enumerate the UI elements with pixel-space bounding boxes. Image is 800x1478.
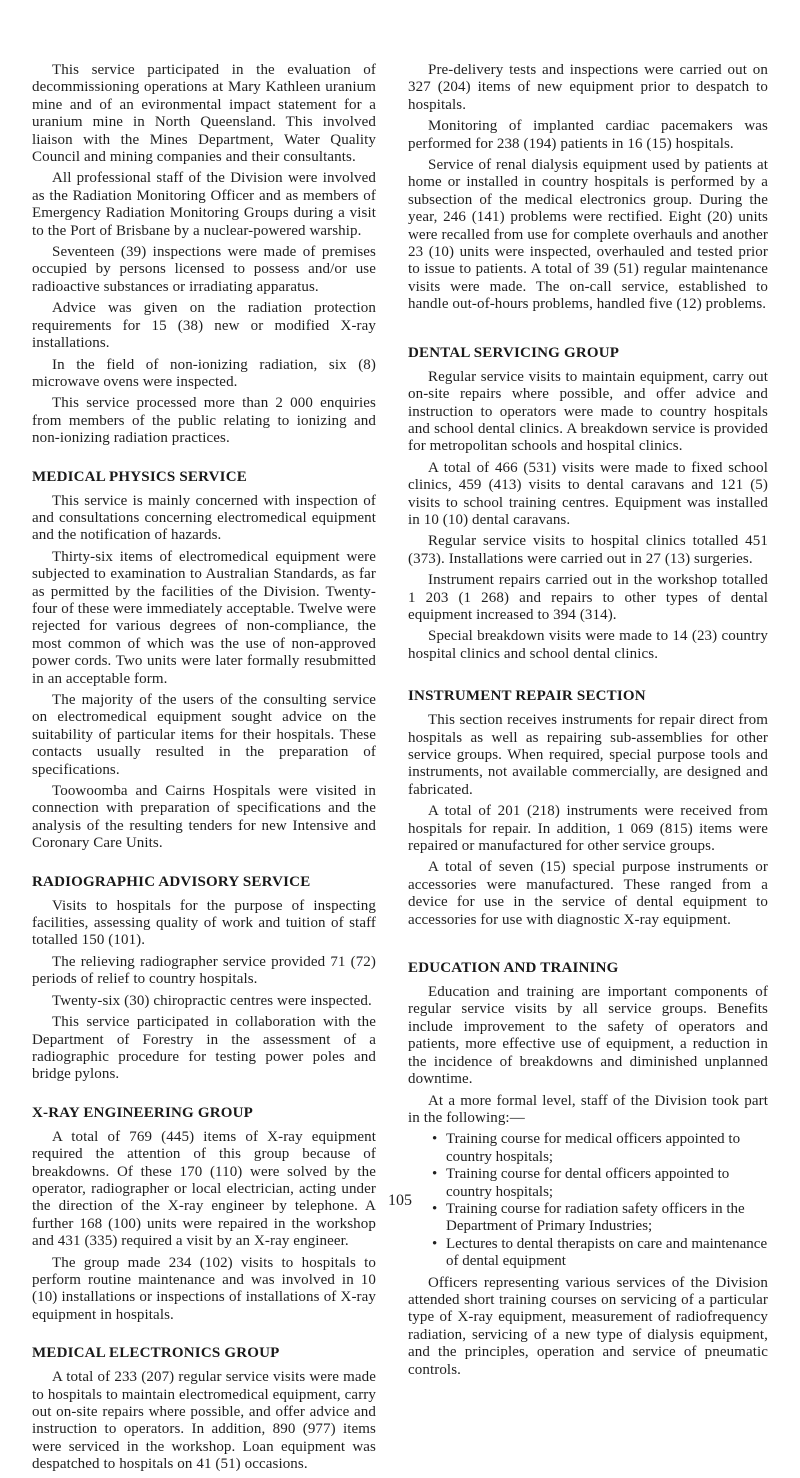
paragraph: The group made 234 (102) visits to hospitals to perform routine maintenance and was involved in 10 (10) installations or inspections of installations of X-ray equipment in hospitals. — [32, 1254, 376, 1323]
paragraph: Officers representing various services of the Division attended short training courses on servicing of a particular type of X-ray equipment, measurement of radiofrequency radiation, servicing of a new type of dialysis equipment, and the principles, operation and service of pneumatic controls. — [408, 1274, 768, 1378]
paragraph: This service processed more than 2 000 enquiries from members of the public relating to ionizing and non-ionizing radiation practices. — [32, 395, 376, 447]
list-item-text: Training course for radiation safety officers in the Department of Primary Industries; — [446, 1200, 745, 1235]
left-column — [32, 62, 376, 1478]
bullet: • — [432, 1200, 438, 1217]
paragraph: This service participated in collaboration with the Department of Forestry in the assessment of a radiographic procedure for testing power poles and bridge pylons. — [32, 1014, 376, 1083]
paragraph: A total of seven (15) special purpose instruments or accessories were manufactured. These ranged from a device for use in the service of dental equipment to accessories for use with diagnostic X-ray equipment. — [408, 859, 768, 928]
paragraph: Education and training are important components of regular service visits by all service groups. Benefits include improvement to the safety of operators and patients, more effective use of equipment, a reduction in the incidence of breakdowns and diminished unplanned downtime. — [408, 984, 768, 1088]
bullet: • — [432, 1131, 438, 1148]
list-item-text: Training course for medical officers appointed to country hospitals; — [446, 1131, 741, 1165]
paragraph: Advice was given on the radiation protection requirements for 15 (38) new or modified X-ray installations. — [32, 300, 376, 352]
section-heading: MEDICAL ELECTRONICS GROUP — [32, 1345, 280, 1362]
section-heading: DENTAL SERVICING GROUP — [408, 344, 620, 361]
paragraph: At a more formal level, staff of the Division took part in the following:— — [408, 1092, 768, 1126]
paragraph: Visits to hospitals for the purpose of inspecting facilities, assessing quality of work and tuition of staff totalled 150 (101). — [32, 897, 376, 949]
list-item-text: Lectures to dental therapists on care and maintenance of dental equipment — [446, 1235, 768, 1270]
paragraph: Instrument repairs carried out in the workshop totalled 1 203 (1 268) and repairs to other types of dental equipment increased to 394 (314). — [408, 572, 768, 623]
paragraph: Thirty-six items of electromedical equipment were subjected to examination to Australian Standards, as far as permitted by the facilities of the Division. Twenty-four of these were immediately acceptable. Twelve were rejected for various degrees of non-compliance, the most common of which was the use of non-approved power cords. Two units were later formally resubmitted in an acceptable form. — [32, 548, 376, 687]
paragraph: Pre-delivery tests and inspections were carried out on 327 (204) items of new equipment prior to despatch to hospitals. — [408, 62, 768, 113]
section-heading: MEDICAL PHYSICS SERVICE — [32, 468, 247, 485]
paragraph: Regular service visits to maintain equipment, carry out on-site repairs where possible, and offer advice and instruction to operators were made to country hospitals and school dental clinics. A breakdown service is provided for metropolitan schools and hospital clinics. — [408, 368, 768, 455]
section-heading: EDUCATION AND TRAINING — [408, 960, 619, 977]
paragraph: This service participated in the evaluation of decommissioning operations at Mary Kathleen uranium mine and of an evironmental impact statement for a uranium mine in North Queensland. This involved liaison with the Mines Department, Water Quality Council and mining companies and their consultants. — [32, 62, 376, 166]
list-item-text: Training course for dental officers appointed to country hospitals; — [446, 1166, 730, 1200]
paragraph: This service is mainly concerned with inspection of and consultations concerning electromedical equipment and the notification of hazards. — [32, 492, 376, 544]
paragraph: A total of 201 (218) instruments were received from hospitals for repair. In addition, 1 069 (815) items were repaired or manufactured for other service groups. — [408, 803, 768, 855]
paragraph: All professional staff of the Division were involved as the Radiation Monitoring Officer and as members of Emergency Radiation Monitoring Groups during a visit to the Port of Brisbane by a nuclear-powered warship. — [32, 170, 376, 239]
section-heading: X-RAY ENGINEERING GROUP — [32, 1104, 254, 1121]
paragraph: A total of 233 (207) regular service visits were made to hospitals to maintain electromedical equipment, carry out on-site repairs where possible, and offer advice and instruction to operators. In addition, 890 (977) items were serviced in the workshop. Loan equipment was despatched to hospitals on 41 (51) occasions. — [32, 1369, 376, 1473]
paragraph: This section receives instruments for repair direct from hospitals as well as repairing sub-assemblies for other service groups. When required, special purpose tools and instruments, not available commercially, are designed and fabricated. — [408, 712, 768, 798]
paragraph: The relieving radiographer service provided 71 (72) periods of relief to country hospitals. — [32, 953, 376, 988]
bullet: • — [432, 1166, 438, 1183]
right-column — [408, 62, 768, 1383]
paragraph: Toowoomba and Cairns Hospitals were visited in connection with preparation of specifications and the analysis of the resulting tenders for new Intensive and Coronary Care Units. — [32, 783, 376, 852]
paragraph: The majority of the users of the consulting service on electromedical equipment sought advice on the suitability of particular items for their hospitals. These contacts usually resulted in the preparation of specifications. — [32, 692, 376, 778]
paragraph: In the field of non-ionizing radiation, six (8) microwave ovens were inspected. — [32, 356, 376, 390]
bullet: • — [432, 1235, 438, 1252]
section-heading: INSTRUMENT REPAIR SECTION — [408, 688, 646, 705]
paragraph: Twenty-six (30) chiropractic centres were inspected. — [52, 992, 372, 1009]
paragraph: Regular service visits to hospital clinics totalled 451 (373). Installations were carried out in 27 (13) surgeries. — [408, 533, 768, 567]
paragraph: A total of 466 (531) visits were made to fixed school clinics, 459 (413) visits to dental caravans and 121 (5) visits to school training centres. Equipment was installed in 10 (10) dental caravans. — [408, 459, 768, 528]
list-item — [408, 1236, 768, 1271]
paragraph: A total of 769 (445) items of X-ray equipment required the attention of this group because of breakdowns. Of these 170 (110) were solved by the operator, radiographer or local electrician, acting under the direction of the X-ray engineer by telephone. A further 168 (100) units were repaired in the workshop and 431 (335) required a visit by an X-ray engineer. — [32, 1128, 376, 1250]
paragraph: Seventeen (39) inspections were made of premises occupied by persons licensed to possess and/or use radioactive substances or irradiating apparatus. — [32, 244, 376, 295]
paragraph: Service of renal dialysis equipment used by patients at home or installed in country hospitals is performed by a subsection of the medical electronics group. During the year, 246 (141) problems were rectified. Eight (20) units were recalled from use for complete overhauls and another 23 (10) units were inspected, overhauled and tested prior to issue to patients. A total of 39 (51) regular maintenance visits were made. The on-call service, established to handle out-of-hours problems, handled five (12) problems. — [408, 157, 768, 313]
list-item — [408, 1131, 768, 1166]
page-number: 105 — [388, 1192, 412, 1209]
section-heading: RADIOGRAPHIC ADVISORY SERVICE — [32, 873, 311, 890]
paragraph: Special breakdown visits were made to 14 (23) country hospital clinics and school dental clinics. — [408, 628, 768, 662]
paragraph: Monitoring of implanted cardiac pacemakers was performed for 238 (194) patients in 16 (15) hospitals. — [408, 118, 768, 152]
